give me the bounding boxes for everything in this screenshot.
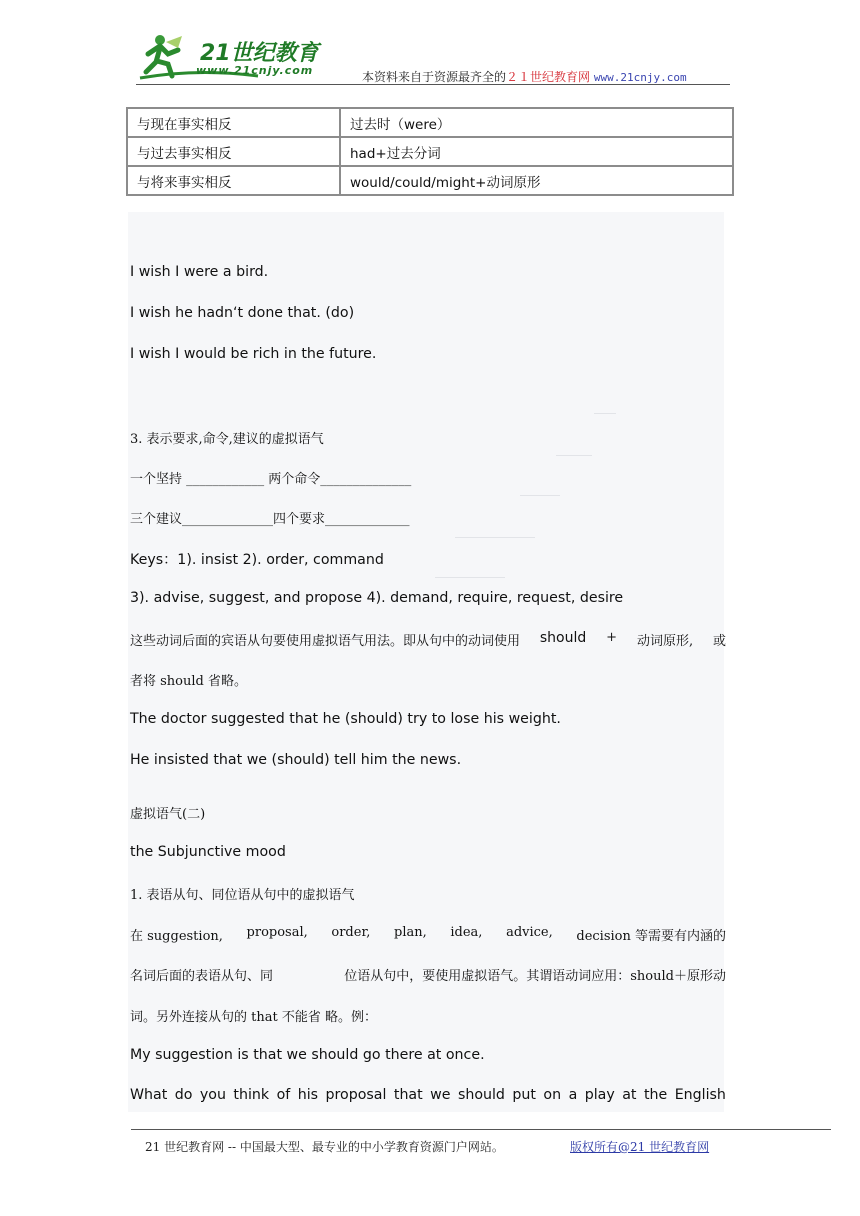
text-run: 名词后面的表语从句、同 bbox=[130, 969, 274, 984]
section-heading: 1. 表语从句、同位语从句中的虚拟语气 bbox=[130, 888, 355, 903]
table-cell-condition: 与现在事实相反 bbox=[127, 108, 340, 137]
faint-mark bbox=[435, 577, 505, 578]
word: that bbox=[393, 1087, 423, 1103]
text-run: advice, bbox=[506, 925, 553, 940]
word: you bbox=[199, 1087, 226, 1103]
fill-blank-line: 三个建议______________四个要求_____________ bbox=[130, 512, 410, 527]
site-logo bbox=[138, 32, 338, 82]
table-cell-form: would/could/might+动词原形 bbox=[340, 166, 733, 195]
word: put bbox=[512, 1087, 536, 1103]
faint-mark bbox=[520, 495, 560, 496]
section-heading: 3. 表示要求,命令,建议的虚拟语气 bbox=[130, 432, 324, 447]
faint-mark bbox=[455, 537, 535, 538]
text-run: 动词原形, bbox=[636, 634, 694, 649]
word: the bbox=[643, 1087, 668, 1103]
example-sentence: I wish I were a bird. bbox=[130, 264, 269, 280]
table-cell-condition: 与过去事实相反 bbox=[127, 137, 340, 166]
text-run: proposal, bbox=[246, 925, 308, 940]
word: think bbox=[233, 1087, 270, 1103]
example-sentence: The doctor suggested that he (should) try to lose his weight. bbox=[130, 711, 561, 727]
text-run: order, bbox=[331, 925, 371, 940]
example-sentence bbox=[130, 1087, 726, 1103]
faint-mark bbox=[594, 413, 616, 414]
text-run: decision 等需要有内涵的 bbox=[576, 929, 726, 944]
paragraph-line bbox=[130, 925, 726, 944]
word: a bbox=[568, 1087, 578, 1103]
header-note-highlight: ２１世纪教育网 bbox=[506, 70, 591, 84]
text-run: 在 suggestion, bbox=[130, 929, 223, 944]
word: should bbox=[457, 1087, 505, 1103]
footer-text: 21 世纪教育网 -- 中国最大型、最专业的中小学教育资源门户网站。 bbox=[145, 1140, 504, 1154]
rule-paragraph-line: 者将 should 省略。 bbox=[130, 674, 247, 689]
word: English bbox=[674, 1087, 726, 1103]
example-sentence: He insisted that we (should) tell him the news. bbox=[130, 752, 462, 768]
text-run: should bbox=[539, 630, 587, 646]
table-cell-form: 过去时（were） bbox=[340, 108, 733, 137]
word: at bbox=[622, 1087, 637, 1103]
part-subheading: the Subjunctive mood bbox=[130, 844, 286, 860]
text-run: plan, bbox=[394, 925, 427, 940]
word: proposal bbox=[325, 1087, 387, 1103]
table-row bbox=[127, 137, 733, 166]
header-note bbox=[362, 68, 687, 85]
paragraph-line bbox=[130, 965, 726, 984]
fill-blank-line: 一个坚持 ____________ 两个命令______________ bbox=[130, 472, 412, 487]
text-run: idea, bbox=[450, 925, 483, 940]
word: do bbox=[174, 1087, 193, 1103]
logo-wordmark: 21世纪教育 bbox=[200, 41, 319, 66]
subjunctive-table bbox=[126, 107, 734, 196]
faint-mark bbox=[556, 455, 592, 456]
table-cell-form: had+过去分词 bbox=[340, 137, 733, 166]
header-divider bbox=[136, 84, 730, 85]
answer-keys: Keys：1). insist 2). order, command bbox=[130, 552, 384, 568]
answer-keys: 3). advise, suggest, and propose 4). demand, require, request, desire bbox=[130, 590, 624, 606]
text-run: + bbox=[606, 630, 618, 645]
table-cell-condition: 与将来事实相反 bbox=[127, 166, 340, 195]
footer-divider bbox=[131, 1129, 831, 1130]
word: his bbox=[297, 1087, 319, 1103]
text-run: 这些动词后面的宾语从句要使用虚拟语气用法。即从句中的动词使用 bbox=[130, 634, 521, 649]
word: of bbox=[276, 1087, 291, 1103]
text-run: 或 bbox=[712, 634, 726, 649]
paragraph-line: 词。另外连接从句的 that 不能省 略。例： bbox=[130, 1010, 377, 1025]
part-heading: 虚拟语气(二) bbox=[130, 807, 206, 822]
word: we bbox=[430, 1087, 451, 1103]
example-sentence: My suggestion is that we should go there at once. bbox=[130, 1047, 485, 1063]
word: on bbox=[543, 1087, 562, 1103]
text-run: 位语从句中，要使用虚拟语气。其谓语动词应用：should＋原形动 bbox=[344, 969, 726, 984]
header-url-link[interactable]: www.21cnjy.com bbox=[593, 71, 687, 84]
table-row bbox=[127, 166, 733, 195]
word: play bbox=[584, 1087, 615, 1103]
logo-url: www.21cnjy.com bbox=[196, 64, 314, 77]
header-note-prefix: 本资料来自于资源最齐全的 bbox=[362, 70, 507, 84]
word: What bbox=[130, 1087, 168, 1103]
example-sentence: I wish he hadn‘t done that. (do) bbox=[130, 305, 355, 321]
table-row bbox=[127, 108, 733, 137]
footer-copyright-link[interactable]: 版权所有@21 世纪教育网 bbox=[570, 1140, 710, 1154]
rule-paragraph-line bbox=[130, 630, 726, 649]
example-sentence: I wish I would be rich in the future. bbox=[130, 346, 377, 362]
